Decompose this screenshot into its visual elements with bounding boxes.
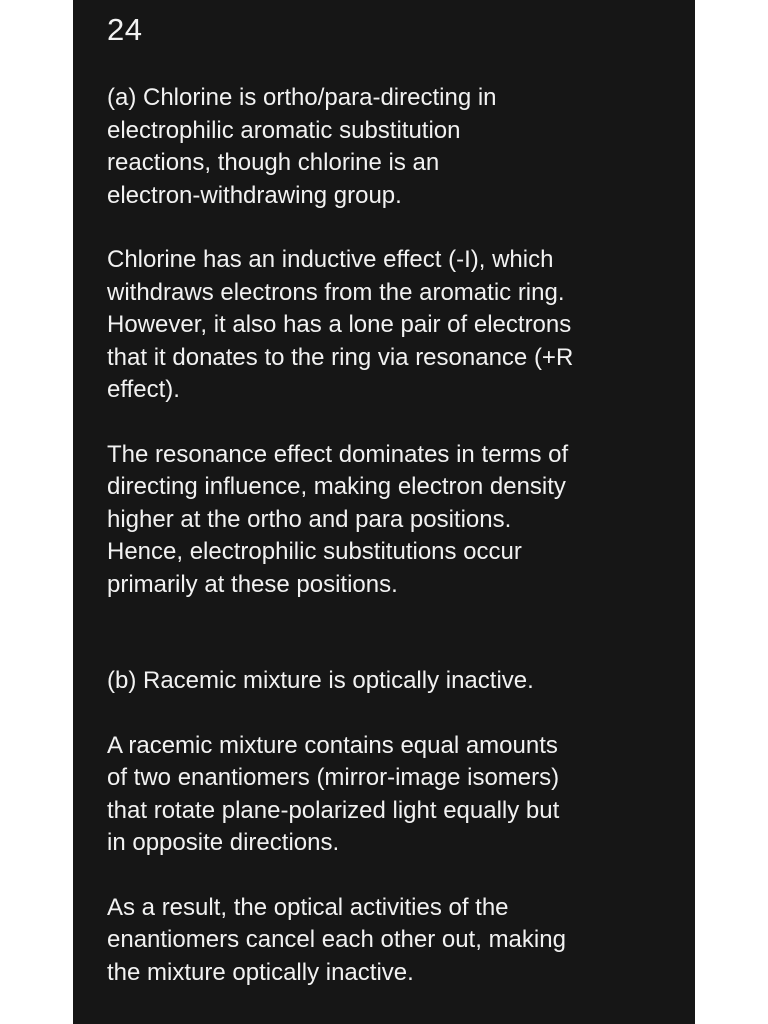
answer-page [73,0,695,1024]
part-a-paragraph-1: Chlorine has an inductive effect (-I), which withdraws electrons from the aromatic ring. However, it also has a lone pair of electrons that it donates to the ring via resonance (+R effect). [107,246,574,403]
part-b-paragraph-1: A racemic mixture contains equal amounts of two enantiomers (mirror-image isomers) that rotate plane-polarized light equally but in opposite directions. [107,731,560,856]
question-number: 24 [107,12,143,47]
part-a-section [107,82,685,601]
part-b-heading: (b) Racemic mixture is optically inactive. [107,667,534,694]
part-b-paragraph-2: As a result, the optical activities of the enantiomers cancel each other out, making the mixture optically inactive. [107,893,566,986]
part-a-paragraph-2: The resonance effect dominates in terms of directing influence, making electron density higher at the ortho and para positions. Hence, electrophilic substitutions occur primarily at these positions. [107,440,569,598]
part-a-heading: (a) Chlorine is ortho/para-directing in electrophilic aromatic substitution reactions, though chlorine is an electron-withdrawing group. [107,84,497,209]
part-b-section [107,665,685,989]
